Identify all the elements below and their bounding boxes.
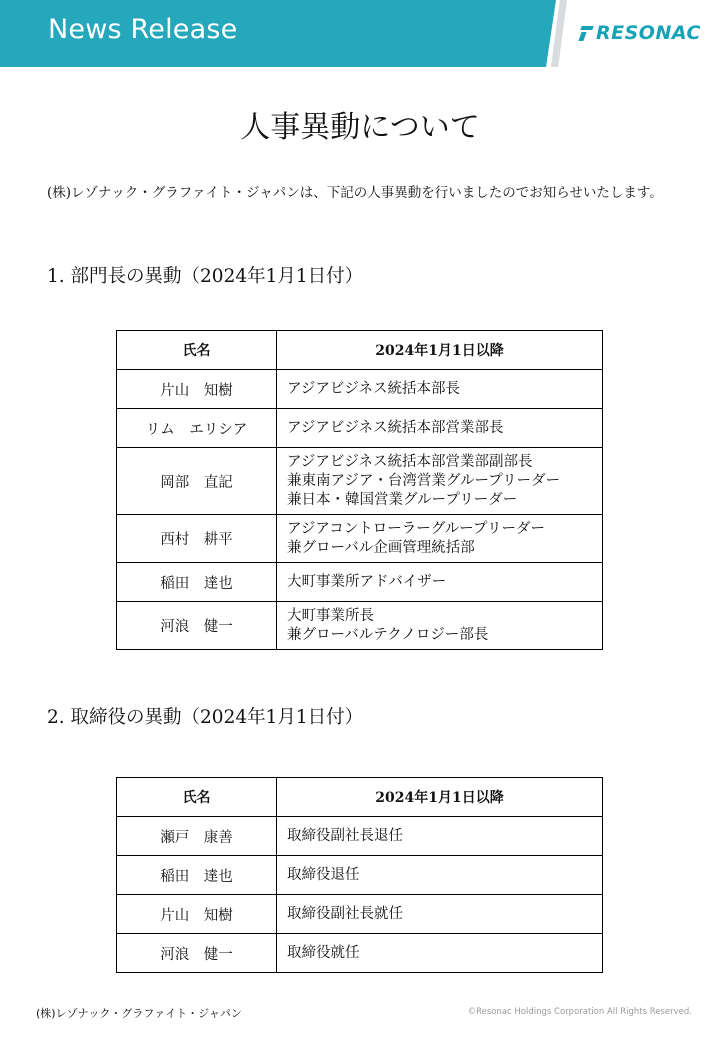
footer-copyright: ©Resonac Holdings Corporation All Rights Reserved. <box>467 1007 692 1017</box>
person-name: 片山 知樹 <box>117 895 277 934</box>
column-header-date: 2024年1月1日以降 <box>277 778 603 817</box>
table-row <box>117 370 603 409</box>
new-position: 取締役副社長退任 <box>277 817 603 856</box>
column-header-name: 氏名 <box>117 778 277 817</box>
new-position: 取締役副社長就任 <box>277 895 603 934</box>
table-header-row <box>117 778 603 817</box>
new-position: 取締役就任 <box>277 934 603 973</box>
person-name: 岡部 直記 <box>117 448 277 515</box>
column-header-name: 氏名 <box>117 331 277 370</box>
header <box>0 0 720 67</box>
new-position: アジアビジネス統括本部長 <box>277 370 603 409</box>
person-name: 稲田 達也 <box>117 563 277 602</box>
intro-text: (株)レゾナック・グラファイト・ジャパンは、下記の人事異動を行いましたのでお知らせいたします。 <box>47 185 663 201</box>
column-header-date: 2024年1月1日以降 <box>277 331 603 370</box>
section2-table <box>116 777 603 973</box>
table-row <box>117 895 603 934</box>
person-name: 西村 耕平 <box>117 515 277 563</box>
document-title: 人事異動について <box>240 110 480 145</box>
resonac-logo <box>580 22 701 44</box>
footer-company: (株)レゾナック・グラファイト・ジャパン <box>36 1007 242 1020</box>
table-row <box>117 856 603 895</box>
person-name: 瀬戸 康善 <box>117 817 277 856</box>
logo-text: RESONAC <box>596 22 701 44</box>
person-name: 河浪 健一 <box>117 934 277 973</box>
header-title: News Release <box>48 14 238 45</box>
new-position: アジアビジネス統括本部営業部副部長 兼東南アジア・台湾営業グループリーダー 兼日本・韓国営業グループリーダー <box>277 448 603 515</box>
table-row <box>117 934 603 973</box>
section2-heading: 2. 取締役の異動（2024年1月1日付） <box>47 707 364 728</box>
table-row <box>117 409 603 448</box>
new-position: 大町事業所長 兼グローバルテクノロジー部長 <box>277 602 603 650</box>
new-position: 取締役退任 <box>277 856 603 895</box>
person-name: 片山 知樹 <box>117 370 277 409</box>
section1-table <box>116 330 603 650</box>
person-name: リム エリシア <box>117 409 277 448</box>
person-name: 河浪 健一 <box>117 602 277 650</box>
table-row <box>117 563 603 602</box>
resonac-logo-icon <box>580 26 594 41</box>
new-position: アジアコントローラーグループリーダー 兼グローバル企画管理統括部 <box>277 515 603 563</box>
table-row <box>117 515 603 563</box>
section1-heading: 1. 部門長の異動（2024年1月1日付） <box>47 266 364 287</box>
table-row <box>117 602 603 650</box>
table-header-row <box>117 331 603 370</box>
table-row <box>117 448 603 515</box>
person-name: 稲田 達也 <box>117 856 277 895</box>
new-position: 大町事業所アドバイザー <box>277 563 603 602</box>
table-row <box>117 817 603 856</box>
new-position: アジアビジネス統括本部営業部長 <box>277 409 603 448</box>
